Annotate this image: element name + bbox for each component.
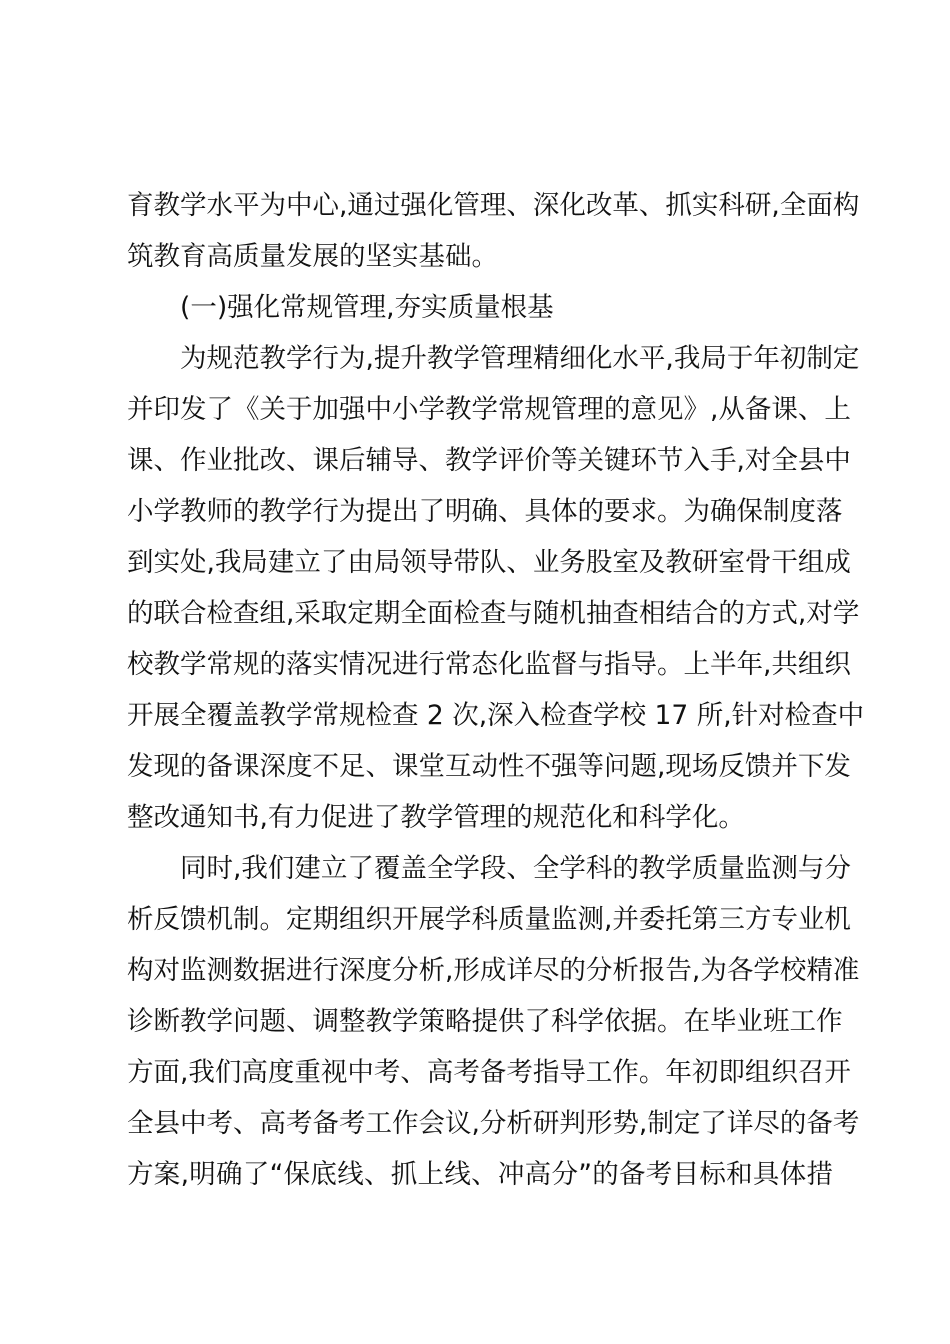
paragraph-continuation: [127, 180, 860, 282]
text-line: 同时,我们建立了覆盖全学段、全学科的教学质量监测与分: [180, 853, 851, 884]
section-heading: [127, 282, 833, 333]
text-line: 全县中考、高考备考工作会议,分析研判形势,制定了详尽的备考: [127, 1108, 860, 1139]
document-body: [127, 180, 865, 1200]
text-line: 育教学水平为中心,通过强化管理、深化改革、抓实科研,全面构: [127, 190, 860, 221]
text-line: 诊断教学问题、调整教学策略提供了科学依据。在毕业班工作: [127, 1006, 843, 1037]
text-line: 小学教师的教学行为提出了明确、具体的要求。为确保制度落: [127, 496, 843, 527]
text-line: 的联合检查组,采取定期全面检查与随机抽查相结合的方式,对学: [127, 598, 860, 629]
text-line: 发现的备课深度不足、课堂互动性不强等问题,现场反馈并下发: [127, 751, 851, 782]
text-line: 筑教育高质量发展的坚实基础。: [127, 241, 498, 272]
text-line: 为规范教学行为,提升教学管理精细化水平,我局于年初制定: [180, 343, 860, 374]
text-line: 并印发了《关于加强中小学教学常规管理的意见》,从备课、上: [127, 394, 851, 425]
paragraph: [127, 333, 865, 843]
text-line: 析反馈机制。定期组织开展学科质量监测,并委托第三方专业机: [127, 904, 851, 935]
text-line: 整改通知书,有力促进了教学管理的规范化和科学化。: [127, 802, 745, 833]
section-heading-text: (一)强化常规管理,夯实质量根基: [180, 292, 554, 323]
text-line: 校教学常规的落实情况进行常态化监督与指导。上半年,共组织: [127, 649, 851, 680]
text-line: 方案,明确了“保底线、抓上线、冲高分”的备考目标和具体措: [127, 1159, 833, 1190]
text-line: 课、作业批改、课后辅导、教学评价等关键环节入手,对全县中: [127, 445, 851, 476]
text-line: 到实处,我局建立了由局领导带队、业务股室及教研室骨干组成: [127, 547, 851, 578]
text-line: 构对监测数据进行深度分析,形成详尽的分析报告,为各学校精准: [127, 955, 860, 986]
text-line: 开展全覆盖教学常规检查 2 次,深入检查学校 17 所,针对检查中: [127, 700, 865, 731]
paragraph: [127, 843, 860, 1200]
text-line: 方面,我们高度重视中考、高考备考指导工作。年初即组织召开: [127, 1057, 851, 1088]
